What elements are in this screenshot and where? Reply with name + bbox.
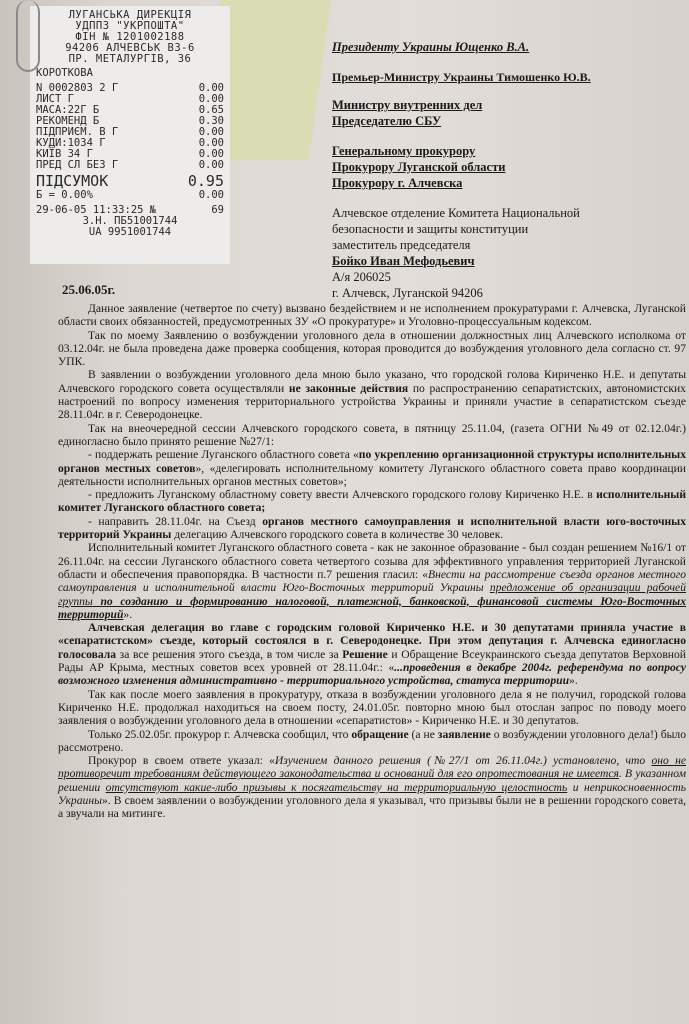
paragraph: Так на внеочередной сессии Алчевского городского совета, в пятницу 25.11.04, (газета ОГНИ №49 от 02.12.04г.) единогласно было принято решение №27/1: [58,421,686,448]
sender-box: А/я 206025 [332,270,391,284]
receipt-row: РЕКОМЕНД Б 0.30 [36,115,224,127]
paragraph: Так по моему Заявлению о возбуждении уголовного дела в отношении должностных лиц Алчевского исполкома от 03.12.04г. не была проведена даже проверка сообщения, которая проводится до возбуждения уголовного дела согласно ст. 97 УПК. [58,328,686,369]
postal-receipt [30,6,230,264]
addressee-prosecutor-general: Генеральному прокурору [332,144,476,158]
paperclip-icon [16,0,40,72]
receipt-row: КУДИ:1034 Г 0.00 [36,137,224,149]
sender-city: г. Алчевск, Луганской 94206 [332,286,483,300]
receipt-line: 94206 АЛЧЕВСЬК ВЗ-6 [65,42,195,54]
receipt-datetime: 29-06-05 11:33:25 № 69 [36,204,224,216]
addressee-prosecutor-city: Прокурору г. Алчевска [332,176,463,190]
receipt-row: ПРЕД СЛ БЕЗ Г 0.00 [36,159,224,171]
receipt-line: ПР. МЕТАЛУРГІВ, 36 [68,53,192,65]
paragraph: Исполнительный комитет Луганского областного совета - как не законное образование - был создан решением №16/1 от 26.11.04г. на сессии Луганского областного совета четвертого созыва для эффективного управления территорией Луганской области и обеспечения правопорядка. В частности п.7 решения гласил: «Внести на рассмотрение съезда органов местного самоуправления и исполнительной власти Юго-Восточных территорий Украины предложение об организации рабочей группы по созданию и формированию налоговой, платежной, банковской, финансовой системы Юго-Восточных территорий». [58,541,687,621]
receipt-row: N 0002803 2 Г 0.00 [36,82,224,94]
sender-line: заместитель председателя [332,238,471,252]
sender-name: Бойко Иван Мефодьевич [332,254,475,268]
receipt-operator: КОРОТКОВА [36,67,93,79]
receipt-row: ЛИСТ Г 0.00 [36,93,224,105]
addressee-prosecutor-oblast: Прокурору Луганской области [332,160,506,174]
paragraph: Только 25.02.05г. прокурор г. Алчевска сообщил, что обращение (а не заявление о возбуждении уголовного дела!) было рассмотрено. [58,727,686,754]
sender-line: Алчевское отделение Комитета Национальной [332,206,580,220]
sender-line: безопасности и защиты конституции [332,222,529,236]
receipt-line: ЛУГАНСЬКА ДИРЕКЦІЯ [68,9,192,21]
receipt-row: ПІДПРИЄМ. В Г 0.00 [36,126,224,138]
letter-body [58,302,686,821]
addressee-sbu: Председателю СБУ [332,114,442,128]
receipt-total: ПІДСУМОК 0.95 [36,172,224,190]
paragraph: - направить 28.11.04г. на Съезд органов местного самоуправления и исполнительной власти юго-восточных территорий Украины делегацию Алчевского городского совета в количестве 30 человек. [58,514,687,542]
receipt-zn: З.Н. ПБ51001744 [82,215,178,227]
letter-date: 25.06.05г. [62,282,116,297]
addressee-president: Президенту Украины Ющенко В.А. [332,40,530,54]
receipt-ua: UA 9951001744 [88,226,172,238]
paragraph: Данное заявление (четвертое по счету) вызвано бездействием и не исполнением прокуратурами г. Алчевска, Луганской области своих обязанностей, предусмотренных ЗУ «О прокуратуре» и Уголовно-процессуальным кодексом. [58,302,686,329]
receipt-line: УДППЗ "УКРПОШТА" [75,20,185,32]
paragraph: - предложить Луганскому областному совету ввести Алчевского городского голову Кириченко Н.Е. в исполнительный комитет Луганского областного совета; [58,488,686,515]
receipt-row: МАСА:22Г Б 0.65 [36,104,224,116]
paragraph: - поддержать решение Луганского областного совета «по укреплению организационной структуры исполнительных органов местных советов», «делегировать исполнительному комитету Луганского областного совета право координации деятельности исполнительных органов местных советов»; [58,448,687,488]
paragraph: Алчевская делегация во главе с городским головой Кириченко Н.Е. и 30 депутатами приняла участие в «сепаратистском» съезде, который состоялся в г. Северодонецке. При этом депутация г. Алчевска единогласно голосовала за все решения этого съезда, в том числе за Решение и Обращение Всеукраинского съезда депутатов Верховной Рады АР Крыма, местных советов всех уровней от 28.11.04г.: «...проведения в декабре 2004г. референдума по вопросу возможного изменения административно - территориального устройства, статуса территории». [58,621,687,688]
receipt-line: ФІН № 1201002188 [75,31,185,43]
paragraph: В заявлении о возбуждении уголовного дела мною было указано, что городской голова Кириченко Н.Е. и депутаты Алчевского городского совета осуществляли не законные действия по распространению сепаратистских, автономистских настроений по вопросу изменения территориального устройства Украины и приняли участие в сепаратистском съезде 28.11.04г. в г. Северодонецке. [58,368,686,422]
sender-block [332,205,580,301]
receipt-row: КИЇВ 34 Г 0.00 [36,148,224,160]
paragraph: Прокурор в своем ответе указал: «Изучением данного решения (№27/1 от 26.11.04г.) установлено, что оно не противоречит требованиям действующего законодательства и оснований для его опротестования не имеется. В указанном решении отсутствуют какие-либо призывы к посягательству на территориальную целостность и неприкосновенность Украины». В своем заявлении о возбуждении уголовного дела я указывал, что призывы были не в решении городского совета, а звучали на митинге. [58,754,686,821]
addressee-interior: Министру внутренних дел [332,98,483,112]
receipt-vat: Б = 0.00% 0.00 [36,189,224,201]
addressee-premier: Премьер-Министру Украины Тимошенко Ю.В. [332,70,591,84]
paragraph: Так как после моего заявления в прокуратуру, отказа в возбуждении уголовного дела я не получил, городской голова Кириченко Н.Е. продолжал находиться на своем посту, 24.01.05г. повторно мною был отослан запрос по поводу моего заявления о возбуждении уголовного дела в отношении «сепаратистов» - Кириченко Н.Е. и 30 депутатов. [58,687,686,728]
